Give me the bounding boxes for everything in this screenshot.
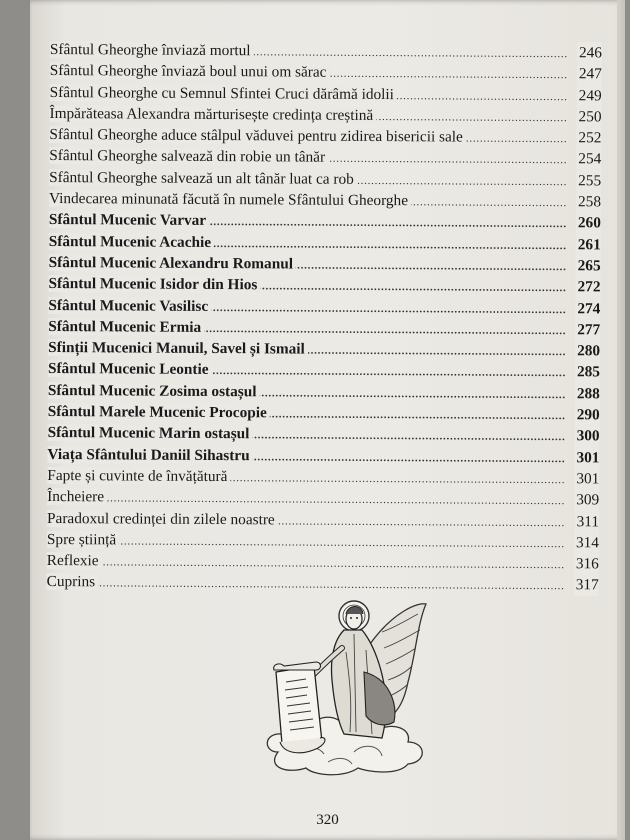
toc-entry-page: 300	[575, 426, 600, 447]
toc-entry-title: Sfântul Mucenic Isidor din Hios	[48, 275, 260, 293]
toc-entry-title: Sfinții Mucenici Manuil, Savel și Ismail	[48, 339, 308, 358]
toc-entry-page: 247	[577, 64, 602, 85]
toc-entry-title: Fapte și cuvinte de învățătură	[47, 467, 230, 485]
toc-entry-page: 316	[574, 553, 599, 574]
toc-entry-title: Sfântul Mucenic Vasilisc	[48, 297, 211, 315]
toc-entry-page: 255	[576, 170, 601, 191]
page-number: 320	[316, 812, 339, 828]
toc-entry-page: 280	[575, 340, 600, 361]
toc-entry-title: Sfântul Gheorghe înviază boul unui om sărac	[50, 62, 330, 81]
toc-entry-page: 301	[574, 468, 599, 489]
toc-entry-title: Viața Sfântului Daniil Sihastru	[47, 446, 252, 464]
toc-entry-page: 274	[575, 298, 600, 319]
toc-entry-title: Paradoxul credinței din zilele noastre	[47, 510, 278, 528]
toc-entry-title: Sfântul Gheorghe salvează din robie un tânăr	[49, 147, 328, 166]
toc-entry-page: 261	[576, 234, 601, 255]
toc-entry-title: Sfântul Mucenic Zosima ostașul	[48, 382, 260, 400]
toc-entry-page: 249	[577, 85, 602, 106]
toc-entry-page: 290	[575, 404, 600, 425]
toc-entry-page: 258	[576, 191, 601, 212]
toc-entry-title: Sfântul Gheorghe cu Semnul Sfintei Cruci dărâmă idolii	[50, 84, 397, 103]
toc-entry-title: Sfântul Marele Mucenic Procopie	[48, 403, 270, 421]
toc-entry-page: 272	[575, 276, 600, 297]
toc-entry-page: 317	[574, 575, 599, 596]
toc-entry-title: Sfântul Mucenic Varvar	[49, 211, 209, 229]
toc-entry-page: 260	[576, 213, 601, 234]
toc-entry-title: Reflexie	[47, 552, 102, 569]
toc-entry-title: Vindecarea minunată făcută în numele Sfântului Gheorghe	[49, 190, 411, 209]
toc-entry-page: 301	[574, 447, 599, 468]
toc-entry-page: 277	[575, 319, 600, 340]
toc-entry-page: 314	[574, 532, 599, 553]
toc-entry-title: Sfântul Gheorghe salvează un alt tânăr luat ca rob	[49, 169, 357, 188]
toc-entry-title: Sfântul Mucenic Marin ostașul	[48, 424, 253, 442]
toc-entry-title: Cuprins	[47, 573, 99, 590]
toc-entry-page: 254	[576, 149, 601, 170]
page-edge	[617, 0, 625, 840]
toc-entry-page: 311	[575, 511, 600, 532]
toc-entry-title: Sfântul Mucenic Alexandru Romanul	[49, 254, 296, 273]
toc-entry-title: Sfântul Mucenic Acachie	[49, 233, 214, 251]
toc-entry-title: Împărăteasa Alexandra mărturisește credința creștină	[49, 105, 376, 124]
book-page	[30, 0, 625, 840]
toc-entry-title: Sfântul Mucenic Leontie	[48, 360, 212, 378]
toc-entry-title: Spre știință	[47, 531, 119, 548]
table-of-contents	[47, 39, 602, 596]
toc-entry-page: 288	[575, 383, 600, 404]
angel-with-scroll-icon	[258, 592, 438, 780]
toc-entry-title: Sfântul Gheorghe înviază mortul	[50, 41, 254, 59]
toc-entry-page: 285	[575, 362, 600, 383]
toc-entry-title: Încheiere	[47, 488, 107, 505]
toc-entry-title: Sfântul Mucenic Ermia	[48, 318, 204, 336]
toc-entry-page: 252	[576, 127, 601, 148]
toc-entry-page: 250	[577, 106, 602, 127]
toc-entry-page: 246	[577, 42, 602, 63]
toc-entry-page: 309	[574, 489, 599, 510]
toc-entry-title: Sfântul Gheorghe aduce stâlpul văduvei pentru zidirea bisericii sale	[49, 126, 466, 146]
toc-entry-page: 265	[576, 255, 601, 276]
